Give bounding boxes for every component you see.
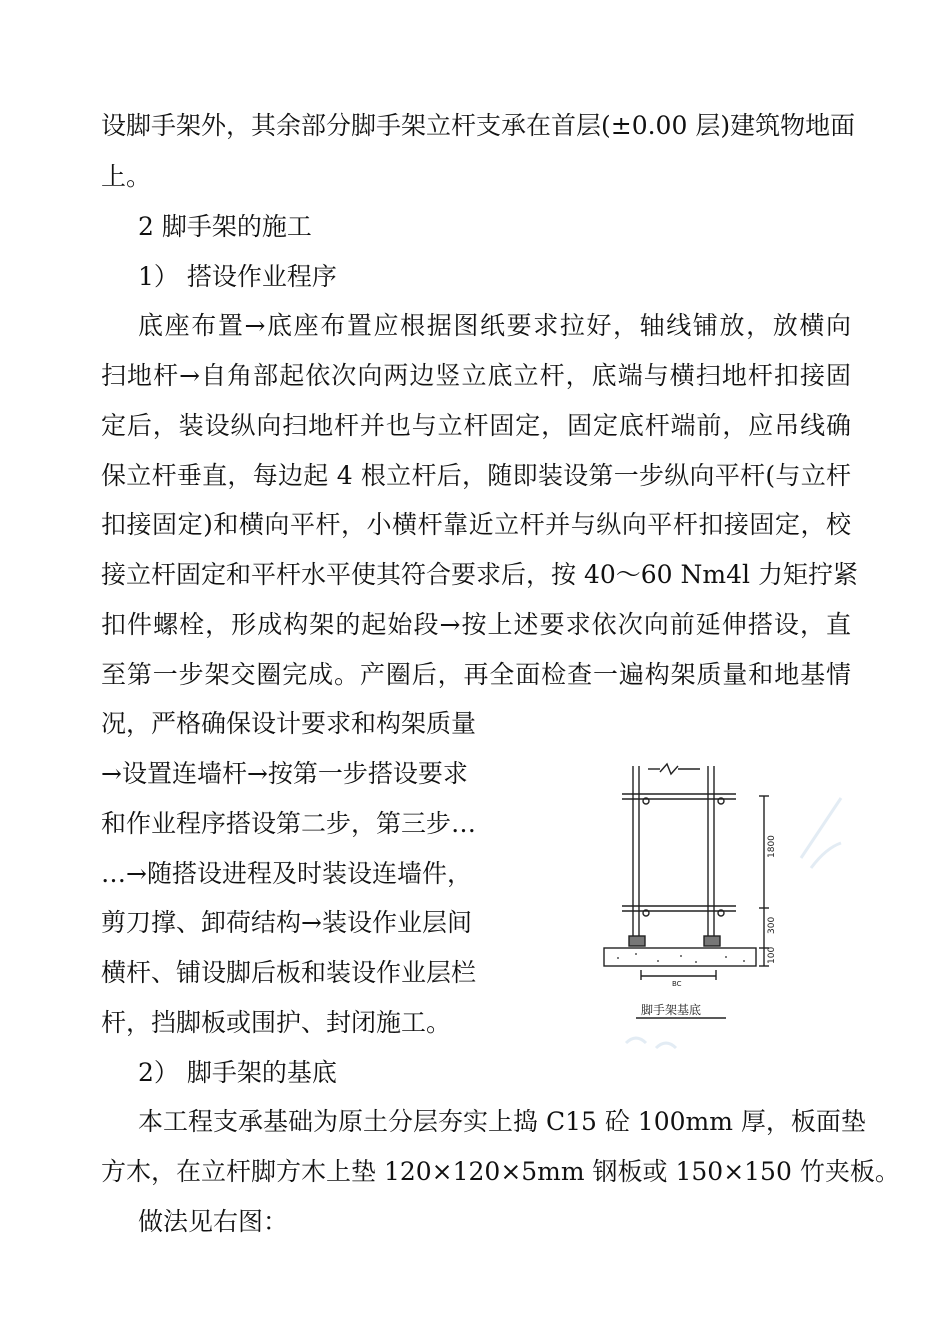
paragraph-line: 底座布置→底座布置应根据图纸要求拉好，轴线铺放，放横向 (138, 311, 851, 340)
subsection-heading: 2） 脚手架的基底 (138, 1058, 337, 1087)
scaffold-base-diagram (596, 758, 856, 1058)
paragraph-line: 保立杆垂直，每边起 4 根立杆后，随即装设第一步纵向平杆(与立杆 (101, 461, 851, 490)
paragraph-line: 接立杆固定和平杆水平使其符合要求后，按 40～60 Nm4l 力矩拧紧 (101, 560, 858, 589)
dimension-label-100: 100 (767, 946, 777, 964)
slab-aggregate (617, 953, 745, 963)
paragraph-line: 况，严格确保设计要求和构架质量 (101, 709, 477, 738)
paragraph-line: 剪刀撑、卸荷结构→装设作业层间 (101, 908, 472, 937)
paragraph-line: 本工程支承基础为原土分层夯实上捣 C15 砼 100mm 厚，板面垫 (138, 1107, 866, 1136)
paragraph-line: 和作业程序搭设第二步，第三步… (101, 809, 477, 838)
paragraph-line: 扣件螺栓，形成构架的起始段→按上述要求依次向前延伸搭设，直 (101, 610, 851, 639)
paragraph-line: 扣接固定)和横向平杆，小横杆靠近立杆并与纵向平杆扣接固定，校 (101, 510, 851, 539)
dimension-label-300: 300 (767, 916, 777, 934)
paragraph-line: 做法见右图： (138, 1207, 289, 1236)
paragraph-line: 扫地杆→自角部起依次向两边竖立底立杆，底端与横扫地杆扣接固 (101, 361, 851, 390)
paragraph-line: 定后，装设纵向扫地杆并也与立杆固定，固定底杆端前，应吊线确 (101, 411, 851, 440)
paragraph-line: 方木，在立杆脚方木上垫 120×120×5mm 钢板或 150×150 竹夹板。 (101, 1157, 900, 1186)
paragraph-line: 设脚手架外，其余部分脚手架立杆支承在首层(±0.00 层)建筑物地面 (101, 111, 856, 140)
dimension-label-1800: 1800 (767, 835, 777, 858)
base-plate (704, 936, 720, 946)
concrete-slab (604, 948, 756, 966)
dimension-label-width: BC (672, 980, 682, 988)
section-heading: 2 脚手架的施工 (138, 212, 312, 241)
paragraph-line: …→随搭设进程及时装设连墙件， (101, 859, 472, 888)
paragraph-line: 杆，挡脚板或围护、封闭施工。 (101, 1008, 452, 1037)
figure-caption: 脚手架基底 (641, 1003, 702, 1017)
base-plate (629, 936, 645, 946)
break-mark (660, 764, 678, 774)
subsection-heading: 1） 搭设作业程序 (138, 262, 337, 291)
paragraph-line: →设置连墙杆→按第一步搭设要求 (101, 759, 468, 788)
paragraph-line: 上。 (101, 162, 152, 191)
paragraph-line: 至第一步架交圈完成。产圈后，再全面检查一遍构架质量和地基情 (101, 660, 851, 689)
paragraph-line: 横杆、铺设脚后板和装设作业层栏 (101, 958, 477, 987)
